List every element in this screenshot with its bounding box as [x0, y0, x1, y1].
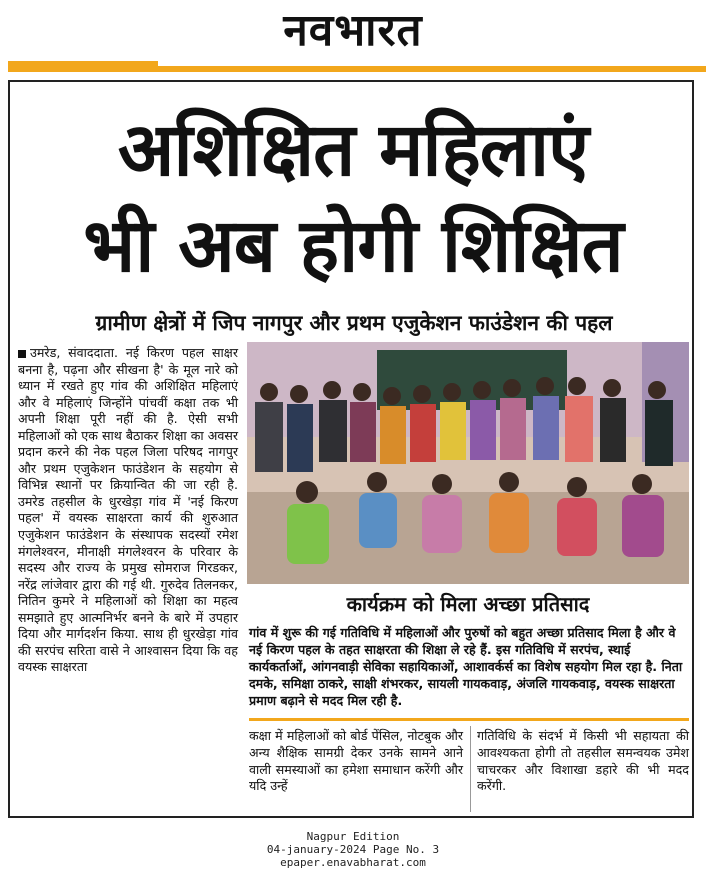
column-divider	[470, 726, 471, 812]
newspaper-logo: नवभारत	[283, 5, 423, 56]
right-column: गतिविधि के संदर्भ में किसी भी सहायता की आवश्यकता होगी तो तहसील समन्वयक उमेश चाचरकर और विशाखा डहारे की भी मदद करेंगी.	[477, 728, 689, 794]
headline-line-1: अशिक्षित महिलाएं	[117, 107, 589, 193]
bullet-square-icon	[18, 350, 26, 358]
article-photo	[247, 342, 689, 584]
subheadline: ग्रामीण क्षेत्रों में जिप नागपुर और प्रथम एजुकेशन फाउंडेशन की पहल	[95, 311, 613, 335]
masthead-rule	[8, 66, 706, 72]
middle-column: कक्षा में महिलाओं को बोर्ड पेंसिल, नोटबुक और अन्य शैक्षिक सामग्री देकर उनके सामने आने वाली समस्याओं का हमेशा समाधान करेंगी और यदि उन्हें	[249, 728, 463, 794]
section-divider	[249, 718, 689, 721]
group-photo-illustration	[247, 342, 689, 584]
footer-date-page: 04-january-2024 Page No. 3	[266, 843, 440, 856]
footer-site: epaper.enavabharat.com	[280, 856, 426, 869]
section-heading: कार्यक्रम को मिला अच्छा प्रतिसाद	[346, 592, 590, 616]
headline-line-2: भी अब होगी शिक्षित	[83, 203, 623, 289]
masthead	[0, 0, 706, 62]
footer	[0, 822, 706, 873]
highlight-paragraph: गांव में शुरू की गई गतिविधि में महिलाओं और पुरुषों को बहुत अच्छा प्रतिसाद मिला है और वे नई किरण पहल के तहत साक्षरता की शिक्षा ले रहे हैं. इस गतिविधि में सरपंच, स्थाई कार्यकर्ताओं, आंगनवाड़ी सेविका सहायिकाओं, आशावर्कर्स का विशेष सहयोग मिल रहा है. निता दमके, समिक्षा ठाकरे, साक्षी शंभरकर, सायली गायकवाड़, अंजलि गायकवाड़, वयस्क साक्षरता प्रमाण बढ़ाने से मदद मिल रही है.	[249, 625, 683, 708]
lead-column-text: उमरेड, संवाददाता. नई किरण पहल साक्षर बनना है, पढ़ना और सीखना है' के मूल नारे को ध्यान में रखते हुए गांव की अशिक्षित महिलाएं और वे महिलाएं जिन्होंने पांचवीं कक्षा तक भी अपनी शिक्षा पूरी नहीं की है. ऐसी सभी महिलाओं को एक साथ बैठाकर शिक्षा का अवसर प्रदान करने की नेक पहल जिला परिषद नागपुर और प्रथम एजुकेशन फाउंडेशन के सहयोग से विभिन्न स्थानों पर क्रियान्वित की जा रही है. उमरेड तहसील के धुरखेड़ा गांव में 'नई किरण पहल' में वयस्क साक्षरता कार्य की शुरुआत एजुकेशन फाउंडेशन के संस्थापक सदस्यों रमेश मंगलेश्वरन, मीनाक्षी मंगलेश्वरन के परिवार के सदस्य और राज्य के प्रमुख सोमराज गिरडकर, नरेंद्र लांजेवार द्वारा की गई थी. गुरुदेव तिलनकर, नितिन कुमरे ने महिलाओं को शिक्षा का महत्व समझाते हुए आत्मनिर्भर बनने के बारे में उपहार दिया और मार्गदर्शन किया. साथ ही धुरखेड़ा गांव की सरपंच सरिता वासे ने आश्वासन दिया कि वह वयस्क साक्षरता	[18, 345, 238, 675]
footer-edition: Nagpur Edition	[306, 830, 400, 843]
lead-column	[18, 345, 238, 676]
